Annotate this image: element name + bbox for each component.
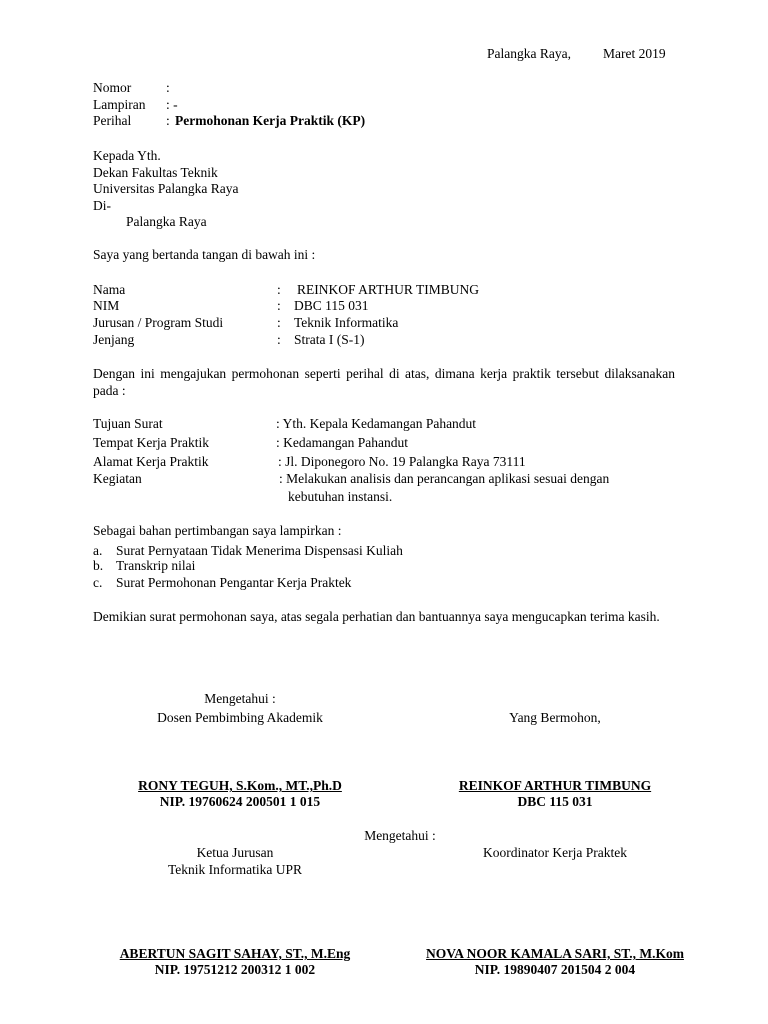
detail-label-alamat: Alamat Kerja Praktik bbox=[93, 454, 209, 469]
applicant-value-nama: REINKOF ARTHUR TIMBUNG bbox=[297, 282, 479, 297]
applicant-sign-name: REINKOF ARTHUR TIMBUNG bbox=[458, 778, 652, 793]
field-value-lampiran: : - bbox=[166, 97, 178, 112]
field-sep-perihal: : bbox=[166, 113, 170, 128]
applicant-sep-nim: : bbox=[277, 298, 281, 313]
advisor-title-2: Dosen Pembimbing Akademik bbox=[157, 710, 323, 725]
head-title-2: Teknik Informatika UPR bbox=[167, 862, 303, 877]
head-id: NIP. 19751212 200312 1 002 bbox=[154, 962, 316, 977]
applicant-sep-jurusan: : bbox=[277, 315, 281, 330]
field-label-lampiran: Lampiran bbox=[93, 97, 146, 112]
head-name: ABERTUN SAGIT SAHAY, ST., M.Eng bbox=[119, 946, 351, 961]
coordinator-id: NIP. 19890407 201504 2 004 bbox=[474, 962, 636, 977]
applicant-value-jenjang: Strata I (S-1) bbox=[294, 332, 365, 347]
attachment-text: Transkrip nilai bbox=[116, 558, 196, 573]
field-label-perihal: Perihal bbox=[93, 113, 132, 128]
applicant-sep-nama: : bbox=[277, 282, 281, 297]
attachment-text: Surat Pernyataan Tidak Menerima Dispensasi Kuliah bbox=[116, 543, 403, 558]
applicant-sep-jenjang: : bbox=[277, 332, 281, 347]
acknowledgment-title: Mengetahui : bbox=[364, 828, 436, 843]
field-value-nomor: : bbox=[166, 80, 170, 95]
detail-label-tujuan: Tujuan Surat bbox=[93, 416, 163, 431]
recipient-line-3: Universitas Palangka Raya bbox=[93, 181, 239, 196]
attachment-marker: c. bbox=[93, 575, 103, 590]
detail-value-kegiatan: : Melakukan analisis dan perancangan aplikasi sesuai dengan bbox=[279, 471, 610, 486]
recipient-line-4: Di- bbox=[93, 198, 111, 213]
closing-paragraph: Demikian surat permohonan saya, atas segala perhatian dan bantuannya saya mengucapkan terima kasih. bbox=[93, 609, 660, 624]
attachments-intro: Sebagai bahan pertimbangan saya lampirkan : bbox=[93, 523, 342, 538]
applicant-label-nama: Nama bbox=[93, 282, 126, 297]
detail-value-alamat: : Jl. Diponegoro No. 19 Palangka Raya 73111 bbox=[278, 454, 526, 469]
advisor-name: RONY TEGUH, S.Kom., MT.,Ph.D bbox=[138, 778, 342, 793]
recipient-line-2: Dekan Fakultas Teknik bbox=[93, 165, 218, 180]
detail-value-kegiatan-cont: kebutuhan instansi. bbox=[288, 489, 393, 504]
recipient-line-1: Kepada Yth. bbox=[93, 148, 161, 163]
field-label-nomor: Nomor bbox=[93, 80, 132, 95]
applicant-label-jenjang: Jenjang bbox=[93, 332, 135, 347]
intro-text: Saya yang bertanda tangan di bawah ini : bbox=[93, 247, 316, 262]
applicant-label-jurusan: Jurusan / Program Studi bbox=[93, 315, 224, 330]
advisor-title-1: Mengetahui : bbox=[204, 691, 276, 706]
coordinator-title: Koordinator Kerja Praktek bbox=[483, 845, 627, 860]
field-value-perihal: Permohonan Kerja Praktik (KP) bbox=[175, 113, 366, 128]
applicant-sign-id: DBC 115 031 bbox=[517, 794, 593, 809]
coordinator-name: NOVA NOOR KAMALA SARI, ST., M.Kom bbox=[426, 946, 684, 961]
applicant-value-nim: DBC 115 031 bbox=[294, 298, 369, 313]
date-month-year: Maret 2019 bbox=[603, 46, 666, 61]
detail-value-tujuan: : Yth. Kepala Kedamangan Pahandut bbox=[276, 416, 477, 431]
applicant-value-jurusan: Teknik Informatika bbox=[294, 315, 399, 330]
date-city: Palangka Raya, bbox=[487, 46, 571, 61]
detail-label-kegiatan: Kegiatan bbox=[93, 471, 142, 486]
request-paragraph: Dengan ini mengajukan permohonan seperti perihal di atas, dimana kerja praktik tersebut dilaksanakan pada : bbox=[93, 366, 675, 398]
recipient-line-5: Palangka Raya bbox=[126, 214, 207, 229]
attachment-marker: a. bbox=[93, 543, 103, 558]
detail-value-tempat: : Kedamangan Pahandut bbox=[276, 435, 408, 450]
attachment-marker: b. bbox=[93, 558, 104, 573]
applicant-label-nim: NIM bbox=[93, 298, 120, 313]
applicant-sign-title: Yang Bermohon, bbox=[509, 710, 601, 725]
head-title-1: Ketua Jurusan bbox=[196, 845, 274, 860]
advisor-id: NIP. 19760624 200501 1 015 bbox=[159, 794, 321, 809]
detail-label-tempat: Tempat Kerja Praktik bbox=[93, 435, 210, 450]
attachment-text: Surat Permohonan Pengantar Kerja Praktek bbox=[116, 575, 352, 590]
